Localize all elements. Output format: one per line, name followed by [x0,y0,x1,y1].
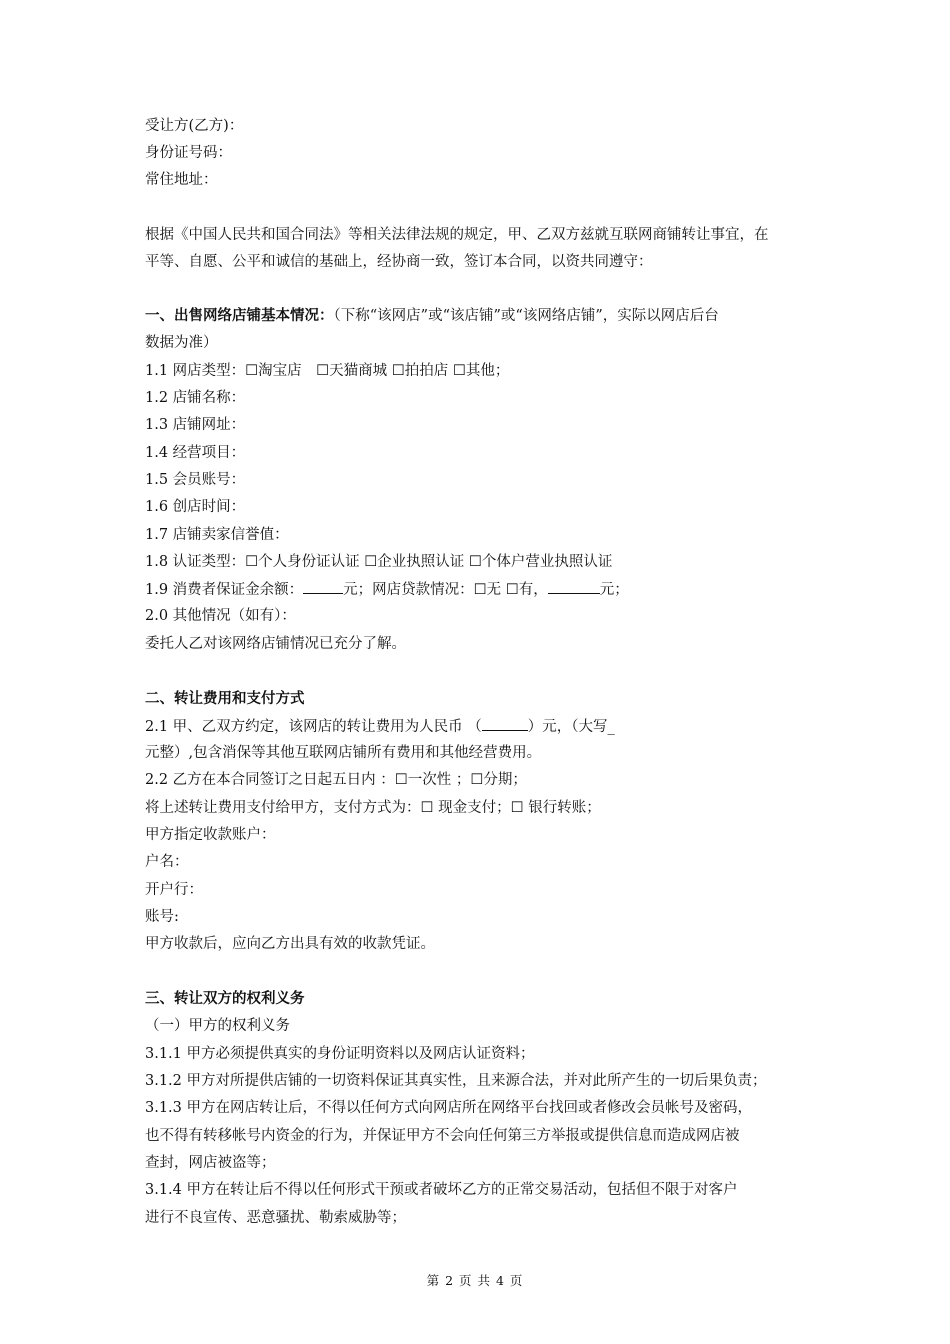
item-1-8: 1.8 认证类型：☐个人身份证认证 ☐企业执照认证 ☐个体户营业执照认证 [145,554,613,570]
item-2-1-capital: ）元，（大写_ [527,719,615,735]
item-1-5: 1.5 会员账号： [145,472,246,488]
item-1-9-unit: 元； [599,582,629,598]
item-1-9-loan: 元；网店贷款情况：☐无 ☐有， [343,582,548,598]
account-holder: 户名： [145,854,189,870]
item-1-9 [145,579,629,600]
section-3-heading: 三、转让双方的权利义务 [145,990,305,1007]
section-1-heading-note: （下称“该网店”或“该店铺”或“该网络店铺”，实际以网店后台 [333,308,719,324]
item-3-1-4-cont: 进行不良宣传、恶意骚扰、勒索威胁等； [145,1210,406,1226]
party-b-address-label: 常住地址： [145,172,218,188]
receipt-note: 甲方收款后，应向乙方出具有效的收款凭证。 [145,936,435,952]
section-1-heading: 一、出售网络店铺基本情况： [145,307,334,324]
item-3-1-4: 3.1.4 甲方在转让后不得以任何形式干预或者破坏乙方的正常交易活动，包括但不限于对客户 [145,1182,738,1198]
account-number: 账号: [145,909,179,925]
section-1-heading-line [145,306,719,326]
item-3-1-1: 3.1.1 甲方必须提供真实的身份证明资料以及网店认证资料； [145,1046,535,1062]
section-3-sub: （一）甲方的权利义务 [145,1018,290,1034]
item-2-1-text: 2.1 甲、乙双方约定，该网店的转让费用为人民币 （ [145,719,482,735]
page-footer: 第 2 页 共 4 页 [426,1273,524,1288]
party-b-id-label: 身份证号码： [145,145,232,161]
item-2-0: 2.0 其他情况（如有）： [145,608,296,624]
item-1-4: 1.4 经营项目： [145,445,246,461]
item-2-1 [145,716,615,737]
item-1-3: 1.3 店铺网址： [145,417,246,433]
item-3-1-2: 3.1.2 甲方对所提供店铺的一切资料保证其真实性，且来源合法，并对此所产生的一切后果负责； [145,1073,767,1089]
section-1-closing: 委托人乙对该网络店铺情况已充分了解。 [145,636,406,652]
intro-paragraph-line: 平等、自愿、公平和诚信的基础上，经协商一致，签订本合同，以资共同遵守： [145,254,653,270]
item-1-6: 1.6 创店时间： [145,499,246,515]
item-1-9-label: 1.9 消费者保证金余额： [145,582,304,598]
account-bank: 开户行： [145,882,203,898]
deposit-blank [303,579,343,594]
item-1-2: 1.2 店铺名称： [145,390,246,406]
item-3-1-3-cont: 查封，网店被盗等； [145,1155,276,1171]
loan-amount-blank [548,579,600,594]
payment-method: 将上述转让费用支付给甲方，支付方式为：☐ 现金支付；☐ 银行转账； [145,800,601,816]
item-3-1-3: 3.1.3 甲方在网店转让后，不得以任何方式向网店所在网络平台找回或者修改会员帐号及密码， [145,1100,752,1116]
account-label: 甲方指定收款账户： [145,827,276,843]
amount-blank [482,716,528,731]
item-2-1-cont: 元整）,包含消保等其他互联网店铺所有费用和其他经营费用。 [145,745,542,761]
party-b-label: 受让方(乙方)： [145,118,244,134]
item-1-1: 1.1 网店类型：☐淘宝店 ☐天猫商城 ☐拍拍店 ☐其他； [145,363,510,379]
section-1-heading-note-cont: 数据为准） [145,335,218,351]
item-2-2: 2.2 乙方在本合同签订之日起五日内 ：☐一次性 ；☐分期； [145,772,527,788]
item-3-1-3-cont: 也不得有转移帐号内资金的行为，并保证甲方不会向任何第三方举报或提供信息而造成网店被 [145,1128,740,1144]
section-2-heading: 二、转让费用和支付方式 [145,690,305,707]
intro-paragraph-line: 根据《中国人民共和国合同法》等相关法律法规的规定，甲、乙双方兹就互联网商铺转让事宜，在 [145,227,769,243]
item-1-7: 1.7 店铺卖家信誉值： [145,527,289,543]
